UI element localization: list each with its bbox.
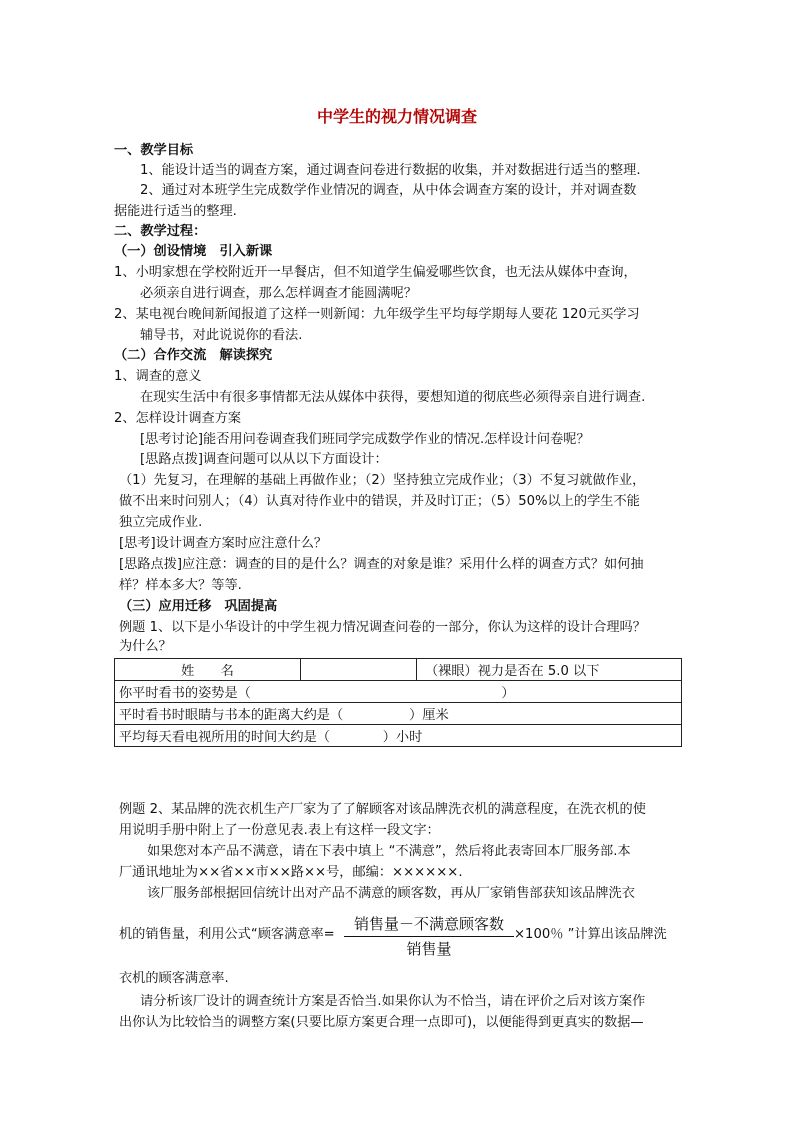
formula-denominator: 销售量 bbox=[406, 940, 452, 958]
paragraph-line: 该厂服务部根据回信统计出对产品不满意的顾客数，再从厂家销售部获知该品牌洗衣 bbox=[147, 886, 635, 901]
paragraph-line: 样？样本多大？等等. bbox=[119, 578, 242, 593]
paragraph-line: 1、小明家想在学校附近开一早餐店，但不知道学生偏爱哪些饮食，也无法从媒体中查询， bbox=[114, 265, 637, 280]
table-cell: 平均每天看电视所用的时间大约是（ ）小时 bbox=[115, 725, 682, 747]
page-title: 中学生的视力情况调查 bbox=[316, 107, 477, 126]
vision-survey-table bbox=[114, 658, 682, 747]
subsection-heading: （三）应用迁移 巩固提高 bbox=[119, 599, 278, 614]
subsection-heading: （一）创设情境 引入新课 bbox=[114, 244, 273, 259]
paragraph-line: （1）先复习，在理解的基础上再做作业；（2）坚持独立完成作业；（3）不复习就做作业， bbox=[119, 473, 646, 488]
table-row bbox=[115, 703, 682, 725]
paragraph-line: [思路点拨]调查问题可以从以下方面设计： bbox=[140, 452, 388, 467]
paragraph-line: 为什么？ bbox=[119, 639, 172, 654]
paragraph-line: 必须亲自进行调查，那么怎样调查才能圆满呢？ bbox=[140, 286, 417, 301]
paragraph-line: 辅导书，对此说说你的看法. bbox=[140, 328, 303, 343]
paragraph-line: 1、能设计适当的调查方案，通过调查问卷进行数据的收集，并对数据进行适当的整理. bbox=[140, 163, 641, 178]
section-heading: 二、教学过程： bbox=[114, 224, 207, 239]
paragraph-line: 如果您对本产品不满意，请在下表中填上 “不满意”，然后将此表寄回本厂服务部.本 bbox=[147, 844, 631, 859]
paragraph-line: 2、某电视台晚间新闻报道了这样一则新闻：九年级学生平均每学期每人要花 120元买学习 bbox=[114, 307, 640, 322]
table-cell bbox=[301, 659, 417, 681]
paragraph-line: 例题 1、以下是小华设计的中学生视力情况调查问卷的一部分，你认为这样的设计合理吗？ bbox=[119, 620, 646, 635]
paragraph-line: 用说明手册中附上了一份意见表.表上有这样一段文字： bbox=[119, 823, 440, 838]
subsection-heading: （二）合作交流 解读探究 bbox=[114, 348, 273, 363]
paragraph-line: [思考讨论]能否用问卷调查我们班同学完成数学作业的情况.怎样设计问卷呢？ bbox=[140, 432, 590, 447]
paragraph-line: 出你认为比较恰当的调整方案(只要比原方案更合理一点即可)，以便能得到更真实的数据— bbox=[119, 1015, 644, 1030]
fraction-bar bbox=[344, 936, 514, 937]
section-heading: 一、教学目标 bbox=[114, 143, 194, 158]
paragraph-line: 厂通讯地址为××省××市××路××号，邮编：××××××. bbox=[119, 865, 463, 880]
table-row bbox=[115, 725, 682, 747]
paragraph-line: 2、怎样设计调查方案 bbox=[114, 411, 242, 426]
formula-numerator: 销售量－不满意顾客数 bbox=[353, 915, 504, 933]
paragraph-line: ×100％ ”计算出该品牌洗 bbox=[514, 927, 667, 942]
paragraph-line: 例题 2、某品牌的洗衣机生产厂家为了了解顾客对该品牌洗衣机的满意程度，在洗衣机的使 bbox=[119, 802, 646, 817]
paragraph-line: 请分析该厂设计的调查统计方案是否恰当.如果你认为不恰当，请在评价之后对该方案作 bbox=[140, 994, 646, 1009]
table-row bbox=[115, 659, 682, 681]
paragraph-line: 在现实生活中有很多事情都无法从媒体中获得，要想知道的彻底些必须得亲自进行调查. bbox=[140, 390, 646, 405]
table-cell: （裸眼）视力是否在 5.0 以下 bbox=[417, 659, 682, 681]
paragraph-line: 2、通过对本班学生完成数学作业情况的调查，从中体会调查方案的设计，并对调查数 bbox=[140, 183, 637, 198]
paragraph-line: 据能进行适当的整理. bbox=[114, 204, 237, 219]
paragraph-line: [思路点拨]应注意：调查的目的是什么？调查的对象是谁？采用什么样的调查方式？如何抽 bbox=[119, 557, 644, 572]
paragraph-line: 做不出来时问别人；（4）认真对待作业中的错误，并及时订正；（5）50%以上的学生不能 bbox=[119, 494, 640, 509]
table-cell: 你平时看书的姿势是（ ） bbox=[115, 681, 682, 703]
satisfaction-formula bbox=[344, 913, 514, 960]
table-row bbox=[115, 681, 682, 703]
paragraph-line: 独立完成作业. bbox=[119, 515, 203, 530]
paragraph-line: 1、调查的意义 bbox=[114, 369, 202, 384]
paragraph-line: 机的销售量，利用公式“顾客满意率= bbox=[119, 927, 335, 942]
table-cell: 平时看书时眼睛与书本的距离大约是（ ）厘米 bbox=[115, 703, 682, 725]
paragraph-line: [思考]设计调查方案时应注意什么？ bbox=[119, 536, 328, 551]
table-cell: 姓 名 bbox=[115, 659, 301, 681]
paragraph-line: 衣机的顾客满意率. bbox=[119, 971, 229, 986]
